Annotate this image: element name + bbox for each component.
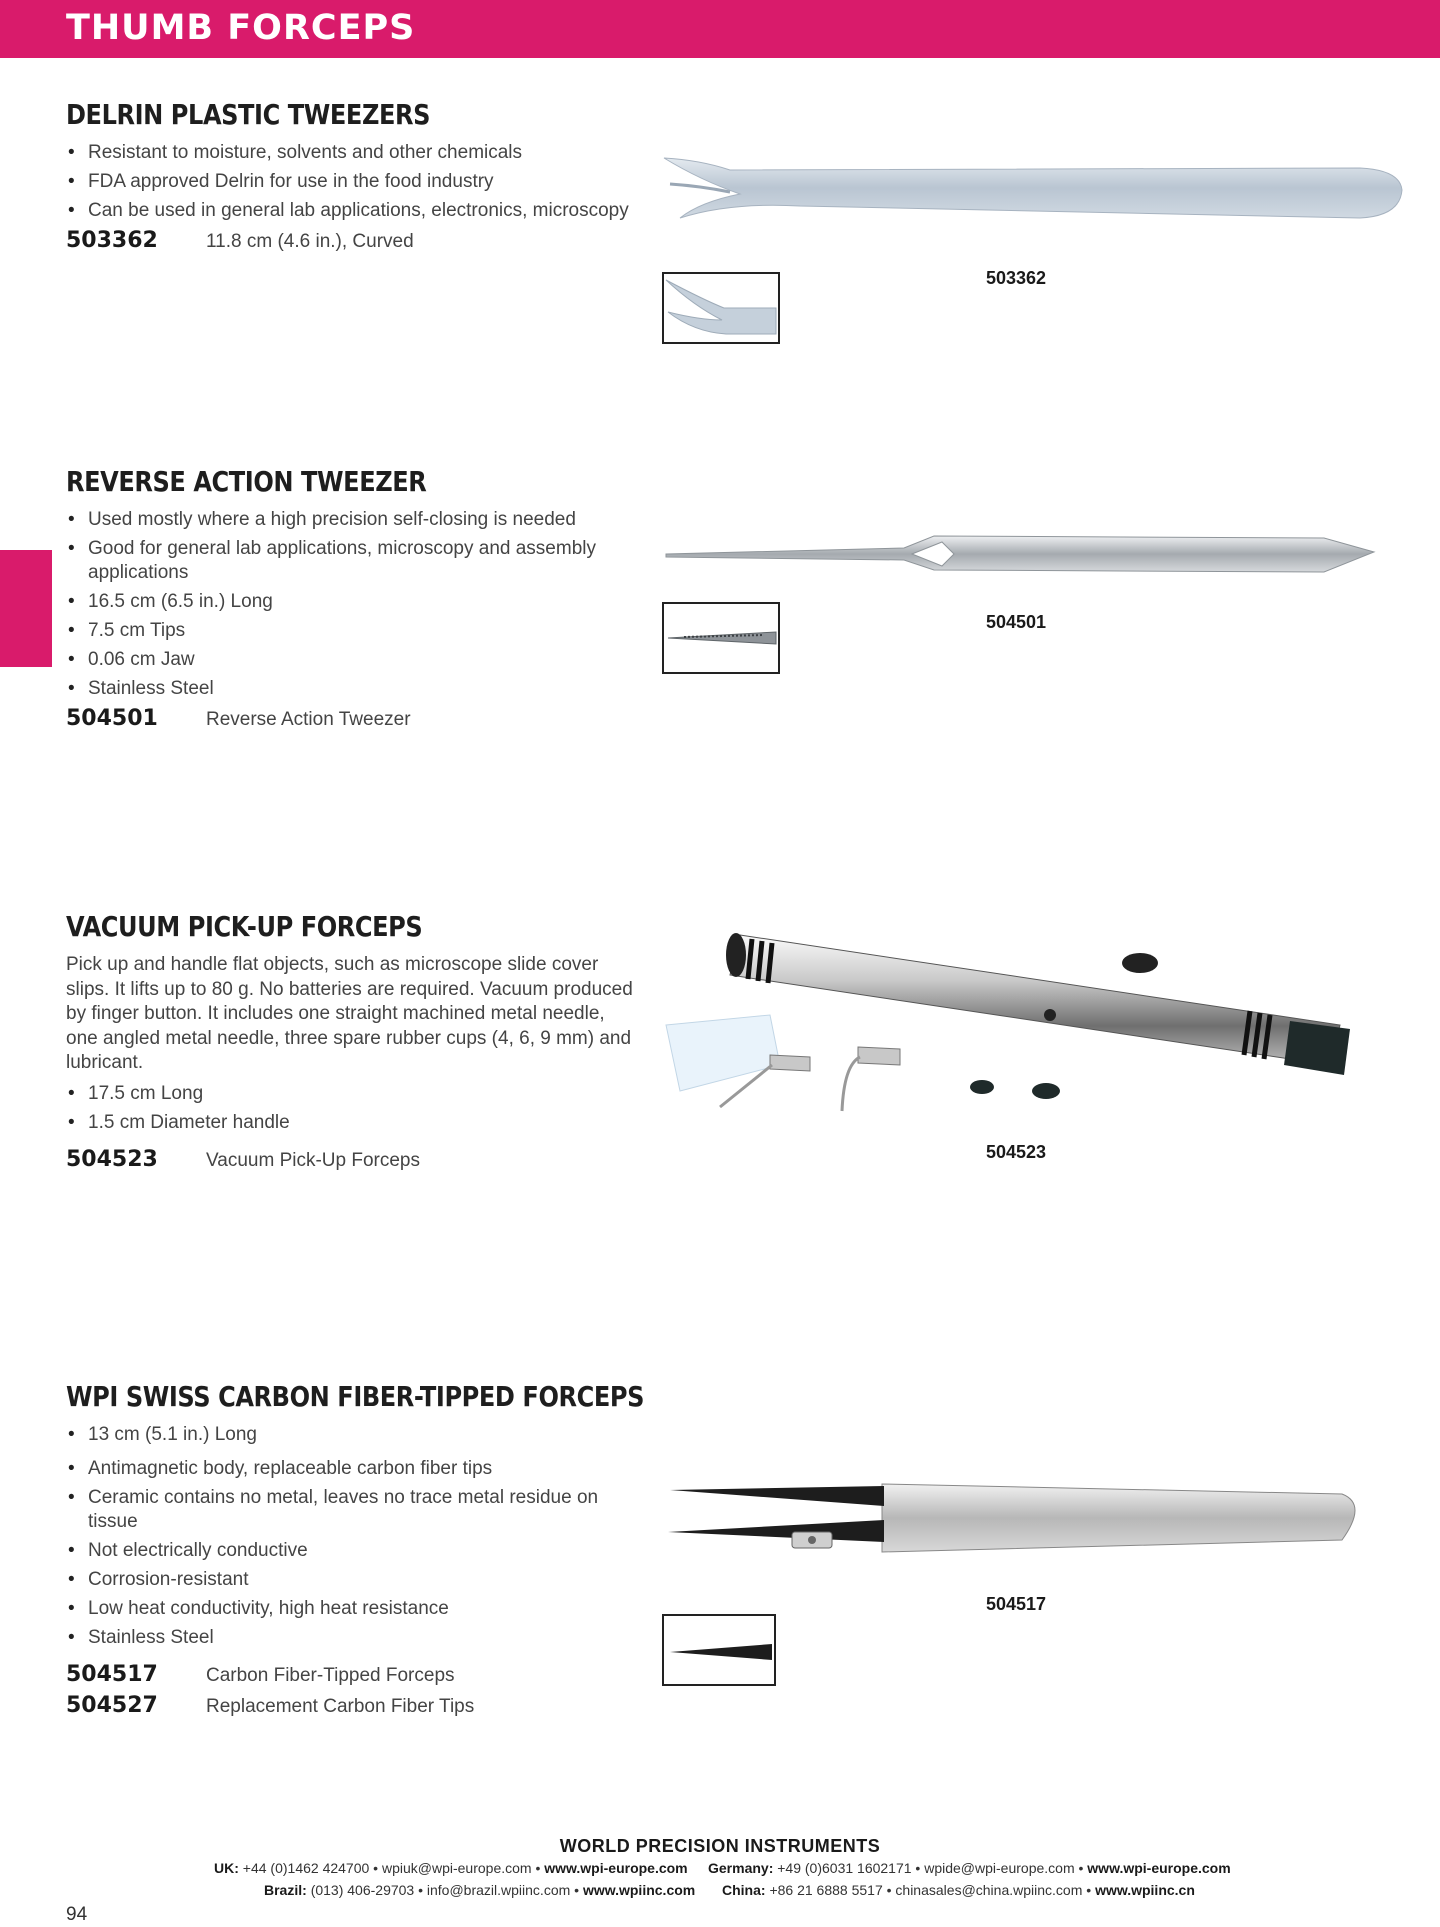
section-reverse-action: [66, 465, 666, 731]
footer-label: China:: [722, 1882, 766, 1898]
product-row: [66, 1147, 666, 1172]
feature-list: [66, 1457, 606, 1650]
footer-link[interactable]: www.wpi-europe.com: [544, 1860, 688, 1876]
list-item: • Not electrically conductive: [66, 1539, 606, 1563]
product-row: [66, 1662, 666, 1687]
footer-text: (013) 406-29703 • info@brazil.wpiinc.com •: [310, 1882, 580, 1898]
page-title: THUMB FORCEPS: [66, 8, 416, 48]
footer-contact-brazil: [264, 1882, 695, 1898]
list-item: • 17.5 cm Long: [66, 1082, 666, 1106]
list-item: • Ceramic contains no metal, leaves no trace metal residue on tissue: [66, 1486, 606, 1534]
list-item: • Can be used in general lab applications, electronics, microscopy: [66, 199, 666, 223]
product-code: 504527: [66, 1693, 158, 1718]
list-item: • FDA approved Delrin for use in the food industry: [66, 170, 666, 194]
carbon-fiber-tip-thumbnail: [662, 1614, 776, 1686]
list-item: • Stainless Steel: [66, 1626, 606, 1650]
page-number: 94: [66, 1904, 88, 1925]
list-item: • Used mostly where a high precision self-closing is needed: [66, 508, 636, 532]
image-caption: 504501: [986, 612, 1047, 632]
list-item: • Resistant to moisture, solvents and other chemicals: [66, 141, 666, 165]
product-code: 504523: [66, 1146, 158, 1172]
reverse-action-tweezer-image: [664, 530, 1376, 580]
product-desc: Replacement Carbon Fiber Tips: [206, 1696, 475, 1717]
feature-list: [66, 1082, 666, 1135]
footer-link[interactable]: www.wpi-europe.com: [1087, 1860, 1231, 1876]
footer-link[interactable]: www.wpiinc.com: [582, 1882, 696, 1898]
list-item: • 16.5 cm (6.5 in.) Long: [66, 590, 636, 614]
product-code: 504517: [66, 1662, 158, 1687]
side-tab-marker: [0, 550, 52, 667]
feature-list: [66, 508, 636, 701]
footer-organization: WORLD PRECISION INSTRUMENTS: [559, 1836, 881, 1856]
footer-label: Germany:: [708, 1860, 774, 1876]
section-description: Pick up and handle flat objects, such as microscope slide cover slips. It lifts up to 80 g. No batteries are required. Vacuum produced by finger button. It includes one straight machined metal needle, one angled metal needle, three spare rubber cups (4, 6, 9 mm) and lubricant.: [66, 954, 633, 1073]
feature-list-top: [66, 1423, 666, 1447]
image-caption: 504523: [986, 1142, 1047, 1162]
product-row: [66, 228, 666, 253]
vacuum-pickup-image: [660, 915, 1380, 1135]
footer-label: Brazil:: [264, 1882, 307, 1898]
list-item: • 0.06 cm Jaw: [66, 648, 636, 672]
product-row: [66, 706, 666, 731]
list-item: • 13 cm (5.1 in.) Long: [66, 1423, 666, 1447]
footer-text: +44 (0)1462 424700 • wpiuk@wpi-europe.com •: [242, 1860, 541, 1876]
feature-list: [66, 141, 666, 223]
carbon-fiber-forceps-image: [662, 1476, 1370, 1566]
section-carbon-fiber: [66, 1380, 666, 1718]
delrin-tweezer-image: [660, 150, 1405, 230]
product-row: [66, 1693, 666, 1718]
list-item: • 1.5 cm Diameter handle: [66, 1111, 666, 1135]
image-caption: 503362: [986, 268, 1047, 288]
footer-link[interactable]: www.wpiinc.cn: [1095, 1882, 1195, 1898]
section-title: WPI SWISS CARBON FIBER-TIPPED FORCEPS: [66, 1380, 645, 1413]
footer-contact-germany: [708, 1860, 1231, 1876]
section-title: DELRIN PLASTIC TWEEZERS: [66, 98, 431, 131]
list-item: • Good for general lab applications, microscopy and assembly applications: [66, 537, 636, 585]
product-desc: Carbon Fiber-Tipped Forceps: [206, 1665, 455, 1686]
section-vacuum: [66, 910, 666, 1172]
reverse-action-tip-thumbnail: [662, 602, 780, 674]
footer-label: UK:: [214, 1860, 239, 1876]
list-item: • Antimagnetic body, replaceable carbon fiber tips: [66, 1457, 606, 1481]
product-desc: Reverse Action Tweezer: [206, 709, 411, 730]
image-caption: 504517: [986, 1594, 1047, 1614]
product-desc: Vacuum Pick-Up Forceps: [206, 1149, 420, 1171]
product-desc: 11.8 cm (4.6 in.), Curved: [206, 231, 414, 252]
footer-text: +86 21 6888 5517 • chinasales@china.wpiinc.com •: [769, 1882, 1092, 1898]
section-title: REVERSE ACTION TWEEZER: [66, 465, 427, 498]
section-delrin: [66, 98, 666, 253]
list-item: • 7.5 cm Tips: [66, 619, 636, 643]
list-item: • Low heat conductivity, high heat resistance: [66, 1597, 606, 1621]
footer-text: +49 (0)6031 1602171 • wpide@wpi-europe.com •: [777, 1860, 1084, 1876]
section-title: VACUUM PICK-UP FORCEPS: [66, 910, 423, 943]
footer-contact-uk: [214, 1860, 688, 1876]
list-item: • Corrosion-resistant: [66, 1568, 606, 1592]
product-code: 503362: [66, 228, 158, 253]
product-code: 504501: [66, 706, 158, 731]
list-item: • Stainless Steel: [66, 677, 636, 701]
footer-contact-china: [722, 1882, 1195, 1898]
delrin-tip-thumbnail: [662, 272, 780, 344]
